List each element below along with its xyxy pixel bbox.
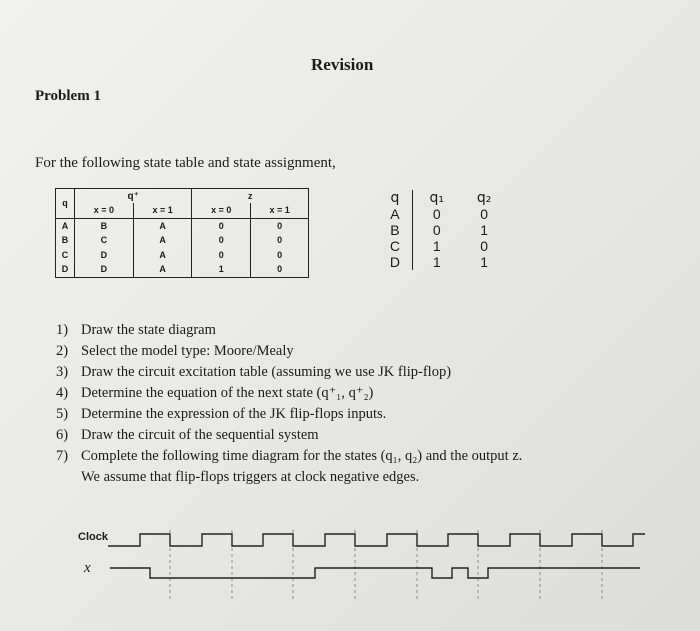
state-table-next-header: q⁺: [75, 189, 192, 203]
next-state-cell: B: [75, 219, 134, 234]
output-cell: 0: [192, 219, 251, 234]
problem-heading: Problem 1: [35, 88, 101, 104]
assignment-q2: 1: [480, 254, 488, 270]
output-cell: 0: [251, 248, 308, 262]
state-cell: C: [61, 249, 69, 260]
next-state-cell: A: [133, 234, 192, 248]
x-label: x: [84, 560, 91, 576]
assignment-q2: 0: [480, 206, 488, 222]
assignment-q1: 1: [432, 254, 441, 270]
state-cell: A: [61, 220, 69, 231]
question-text: Determine the expression of the JK flip-flops inputs.: [81, 406, 387, 422]
state-table-subheader: x = 1: [251, 203, 308, 218]
question-text: Draw the circuit excitation table (assuming we use JK flip-flop): [81, 364, 452, 380]
next-state-cell: C: [75, 234, 134, 248]
list-item: 7) Complete the following time diagram for the states (q₁, q₂) and the output z.: [56, 446, 522, 467]
next-state-cell: A: [133, 248, 192, 262]
state-table-subheader: x = 1: [133, 203, 192, 218]
list-item: 6) Draw the circuit of the sequential system: [56, 425, 522, 446]
next-state-cell: D: [75, 263, 134, 277]
clock-waveform: [108, 534, 645, 546]
question-text: Draw the circuit of the sequential system: [81, 427, 319, 443]
intro-text: For the following state table and state assignment,: [35, 155, 336, 171]
assignment-state: A: [378, 206, 412, 222]
state-table-q-header: q: [56, 189, 75, 219]
state-cell: B: [61, 235, 69, 246]
clock-label: Clock: [78, 531, 108, 543]
list-item: 5) Determine the expression of the JK flip-flops inputs.: [56, 404, 522, 425]
question-text: Select the model type: Moore/Mealy: [81, 343, 294, 359]
note-text: We assume that flip-flops triggers at clock negative edges.: [81, 469, 420, 485]
assignment-q1: 0: [432, 222, 441, 238]
list-item: 2) Select the model type: Moore/Mealy: [56, 341, 522, 362]
output-cell: 1: [192, 263, 251, 277]
list-item: 4) Determine the equation of the next state (q⁺₁, q⁺₂): [56, 383, 522, 404]
assignment-header: q₂: [476, 190, 492, 206]
next-state-cell: A: [133, 219, 192, 234]
x-waveform: [110, 568, 640, 578]
list-item: 3) Draw the circuit excitation table (assuming we use JK flip-flop): [56, 362, 522, 383]
assignment-q2: 0: [480, 238, 488, 254]
output-cell: 0: [192, 234, 251, 248]
assignment-header: q: [378, 190, 412, 206]
negative-edge-guides: [170, 530, 602, 600]
page-title: Revision: [311, 55, 374, 74]
output-cell: 0: [251, 234, 308, 248]
assignment-q1: 1: [432, 238, 441, 254]
assignment-header: q₁: [429, 190, 444, 206]
question-text: Determine the equation of the next state (q⁺₁, q⁺₂): [81, 385, 374, 401]
state-table-z-header: z: [192, 189, 308, 203]
output-cell: 0: [251, 219, 308, 234]
next-state-cell: A: [133, 263, 192, 277]
output-cell: 0: [251, 263, 308, 277]
assignment-q1: 0: [432, 206, 441, 222]
state-cell: D: [61, 264, 69, 275]
state-table-subheader: x = 0: [75, 203, 134, 218]
assignment-state: B: [378, 222, 412, 238]
next-state-cell: D: [75, 248, 134, 262]
question-text: Draw the state diagram: [81, 322, 216, 338]
list-item: 1) Draw the state diagram: [56, 320, 522, 341]
assignment-state: D: [378, 254, 412, 270]
output-cell: 0: [192, 248, 251, 262]
assignment-q2: 1: [480, 222, 488, 238]
question-text: Complete the following time diagram for the states (q₁, q₂) and the output z.: [81, 448, 523, 464]
assignment-state: C: [378, 238, 412, 254]
state-table-subheader: x = 0: [192, 203, 251, 218]
